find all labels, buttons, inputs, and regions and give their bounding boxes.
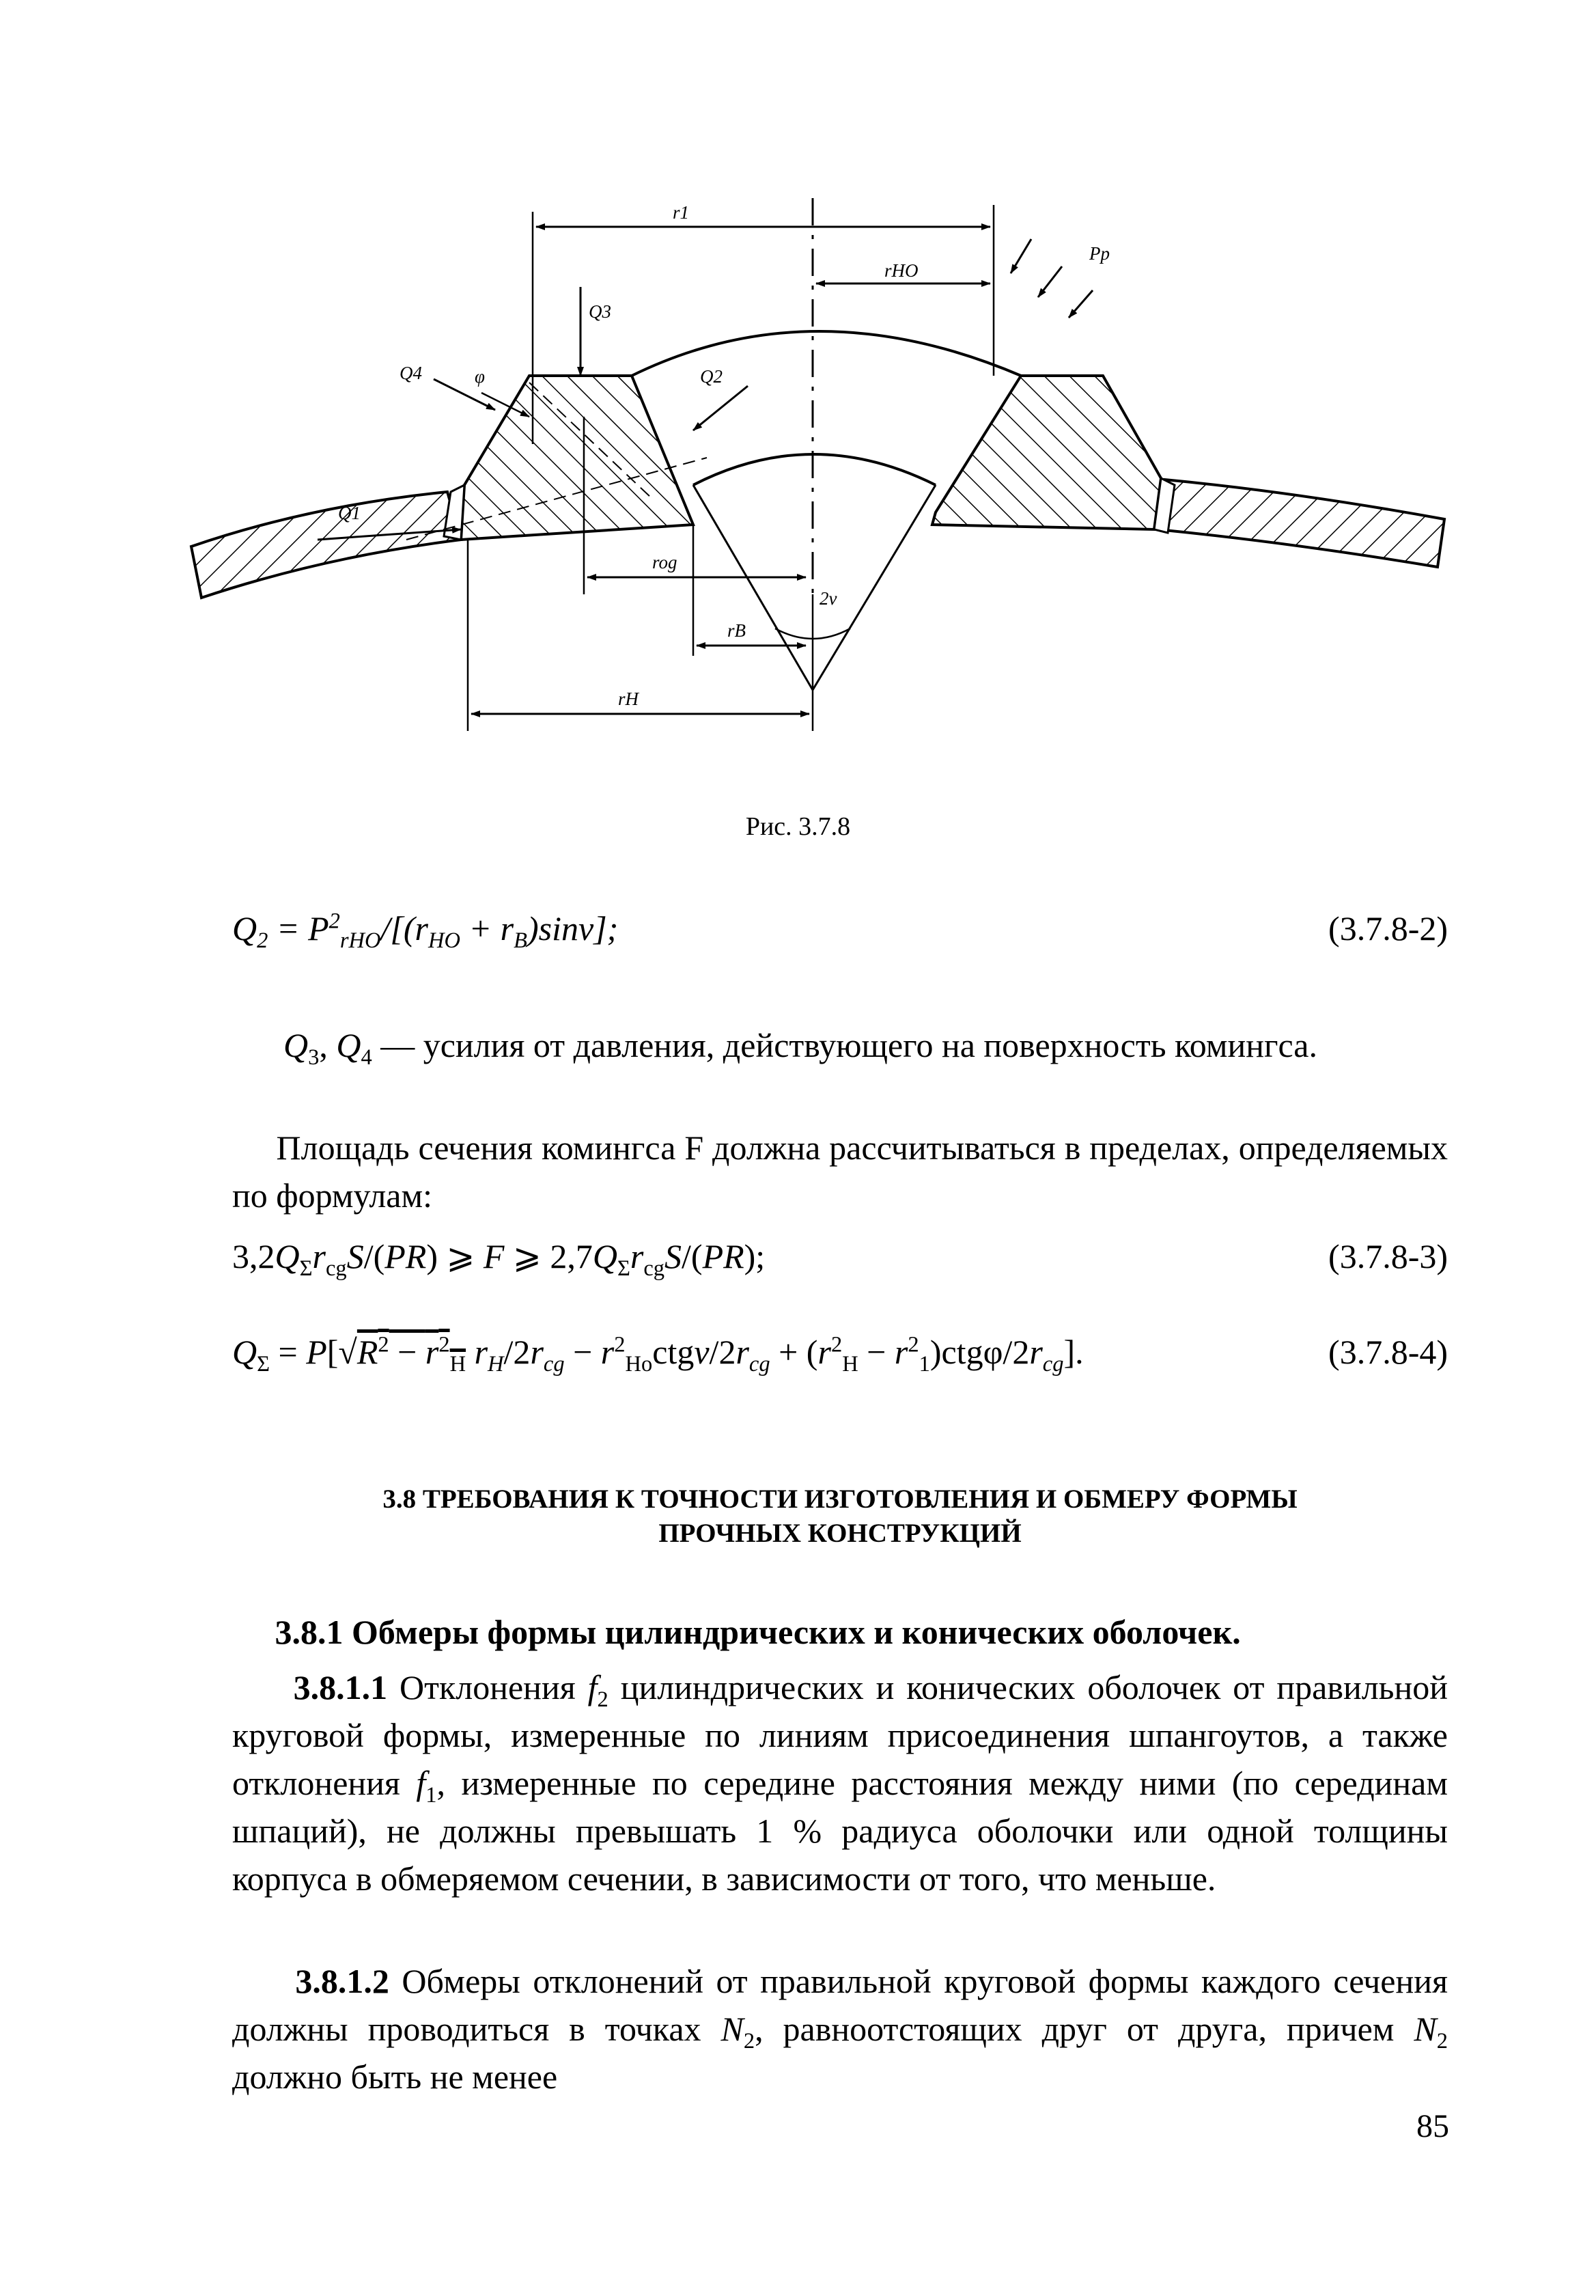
clause-number: 3.8.1.1: [293, 1668, 388, 1706]
label-Q4: Q4: [400, 363, 422, 383]
section-heading-3-8: [232, 1482, 1448, 1551]
paragraph-3-8-1-1: 3.8.1.1 Отклонения $f_2$ цилиндрических и конических оболочек от правильной круговой формы, измеренные по линиям присоединения шпангоутов, а также отклонения $f_1$, измеренные по середине расстояния между ними (по серединам шпаций), не должны превышать 1 % радиуса оболочки или одной толщины корпуса в обмеряемом сечении, в зависимости от того, что меньше.: [232, 1668, 1448, 1898]
left-shell-plate: [191, 492, 461, 598]
formula-3-7-8-3: $3,2Q_\Sigma r_{cg}S/(PR)$ ⩾ F ⩾ $2,7Q_\Sigma r_{cg}S/(PR)$; (3.7.8-3): [232, 1237, 1448, 1281]
formula-number: (3.7.8-4): [1328, 1333, 1448, 1371]
right-shell-plate: [1158, 480, 1444, 567]
formula-3-7-8-2: $Q_2 = P^2_{rHO}/[(r_{HO} + r_B)\sin v]$; (3.7.8-2): [232, 909, 1448, 953]
cover-top-arc: [632, 331, 1021, 376]
clause-number: 3.8.1.2: [295, 1962, 389, 2000]
figure-3-7-8: [174, 184, 1458, 765]
label-Q2: Q2: [700, 366, 723, 387]
label-Q3: Q3: [589, 301, 611, 322]
cover-bottom-arc: [693, 454, 936, 485]
label-Pp: Pp: [1089, 243, 1110, 264]
label-rB: rB: [727, 620, 746, 641]
label-rHO: rHO: [884, 260, 919, 281]
label-phi: φ: [475, 366, 485, 387]
label-Q1: Q1: [338, 503, 361, 523]
page-number: 85: [1416, 2108, 1449, 2144]
area-paragraph: [232, 1124, 1448, 1219]
paragraph-3-8-1-2: 3.8.1.2 Обмеры отклонений от правильной круговой формы каждого сечения должны проводиться в точках $N_2$, равноотстоящих друг от друга, причем $N_2$ должно быть не менее: [232, 1962, 1448, 2096]
label-2v: 2v: [820, 588, 837, 609]
label-rog: rog: [652, 552, 677, 572]
heading-line-1: 3.8 ТРЕБОВАНИЯ К ТОЧНОСТИ ИЗГОТОВЛЕНИЯ И ОБМЕРУ ФОРМЫ: [382, 1484, 1298, 1514]
figure-caption: Рис. 3.7.8: [745, 812, 851, 841]
right-coaming-section: [932, 376, 1161, 529]
subheading-3-8-1: 3.8.1 Обмеры формы цилиндрических и конических оболочек.: [275, 1613, 1241, 1651]
q3-q4-text: усилия от давления, действующего на поверхность комингса.: [423, 1026, 1317, 1064]
formula-number: (3.7.8-3): [1328, 1237, 1448, 1275]
formula-number: (3.7.8-2): [1328, 909, 1448, 948]
label-rH: rH: [618, 689, 639, 709]
label-r1: r1: [673, 202, 690, 223]
heading-line-2: ПРОЧНЫХ КОНСТРУКЦИЙ: [658, 1519, 1022, 1548]
q3-q4-definition: $Q_3$, $Q_4$ — усилия от давления, действующего на поверхность комингса.: [283, 1026, 1317, 1070]
formula-3-7-8-4: $Q_\Sigma = P[√R^2 - r^2_H$ $r_H/2r_{cg}$ − $r^2_{Ho}ctgv/2r_{cg} + (r^2_H - r^2_1)ctg\varphi/2r_{cg}$]. (3.7.8-4): [232, 1332, 1448, 1377]
area-text: Площадь сечения комингса F должна рассчитываться в пределах, определяемых по формулам:: [232, 1129, 1448, 1215]
